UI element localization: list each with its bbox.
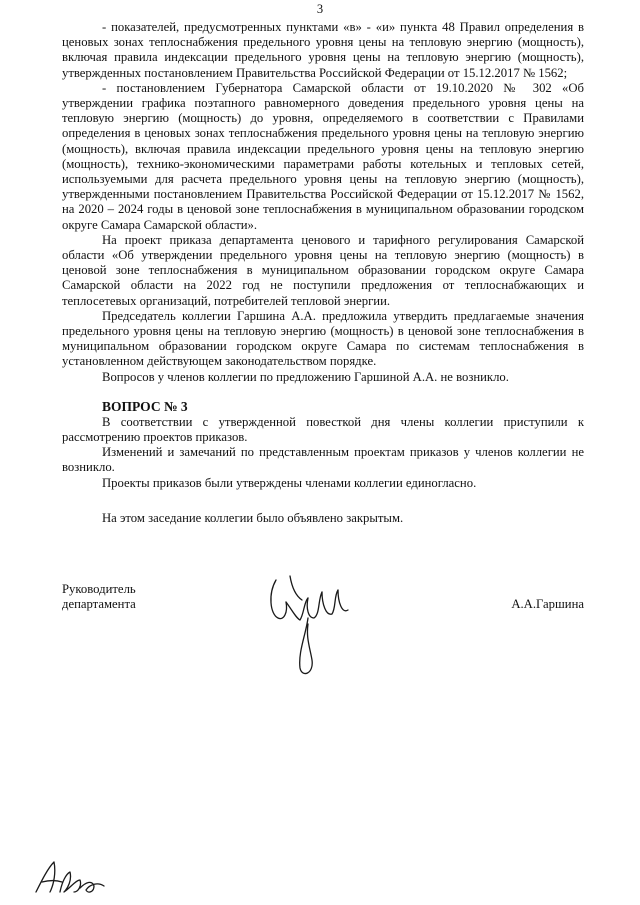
paragraph-closing: На этом заседание коллегии было объявлено закрытым.	[102, 510, 404, 525]
signatory-role-line2: департамента	[62, 597, 136, 612]
paragraph-governor-decree: - постановлением Губернатора Самарской области от 19.10.2020 № 302 «Об утверждении графика поэтапного равномерного доведения предельного уровня цены на тепловую энергию (мощность) до уровня, определяемого в соответствии с Правилами определения в ценовых зонах теплоснабжения предельного уровня цены на тепловую энергию (мощность), включая правила индексации предельного уровня цены на тепловую энергию (мощность), технико-экономическими параметрами работы котельных и тепловых сетей, используемыми для расчета предельного уровня цены на тепловую энергию (мощность), утвержденными постановлением Правительства Российской Федерации от 15.12.2017 № 1562, на 2020 – 2024 годы в ценовой зоне теплоснабжения в муниципальном образовании городском округе Самара Самарской области».	[62, 80, 584, 232]
signatory-name: А.А.Гаршина	[511, 597, 584, 611]
paragraph-draft-order: На проект приказа департамента ценового и тарифного регулирования Самарской области «Об утверждении предельного уровня цены на тепловую энергию (мощность) в ценовой зоне теплоснабжения в муниципальном образовании городском округе Самара Самарской области на 2022 год не поступили предложения от теплоснабжающих и теплосетевых организаций, потребителей тепловой энергии.	[62, 232, 584, 308]
paragraph-chair-proposal: Председатель коллегии Гаршина А.А. предложила утвердить предлагаемые значения предельного уровня цены на тепловую энергию (мощность) в ценовой зоне теплоснабжения в муниципальном образовании городском округе Самара по системам теплоснабжения в установленном действующем законодательством порядке.	[62, 308, 584, 369]
paragraph-approved: Проекты приказов были утверждены членами коллегии единогласно.	[102, 475, 477, 490]
paragraph-no-changes: Изменений и замечаний по представленным проектам приказов у членов коллегии не возникло.	[62, 445, 584, 475]
page-number: 3	[316, 2, 324, 16]
paragraph-indicators: - показателей, предусмотренных пунктами «в» - «и» пункта 48 Правил определения в ценовых зонах теплоснабжения предельного уровня цены на тепловую энергию (мощность), включая правила индексации предельного уровня цены на тепловую энергию (мощность), утвержденных постановлением Правительства Российской Федерации от 15.12.2017 № 1562;	[62, 20, 584, 80]
paragraph-agenda: В соответствии с утвержденной повесткой дня члены коллегии приступили к рассмотрению проектов приказов.	[62, 414, 584, 445]
paragraph-no-questions: Вопросов у членов коллегии по предложению Гаршиной А.А. не возникло.	[102, 369, 509, 384]
document-body	[62, 20, 584, 526]
signatory-role	[62, 582, 136, 612]
handwritten-signature-icon	[262, 574, 372, 684]
signatory-role-line1: Руководитель	[62, 582, 136, 596]
handwritten-initials-icon	[32, 858, 112, 898]
signature-block	[62, 582, 584, 692]
section-heading: ВОПРОС № 3	[102, 398, 188, 414]
